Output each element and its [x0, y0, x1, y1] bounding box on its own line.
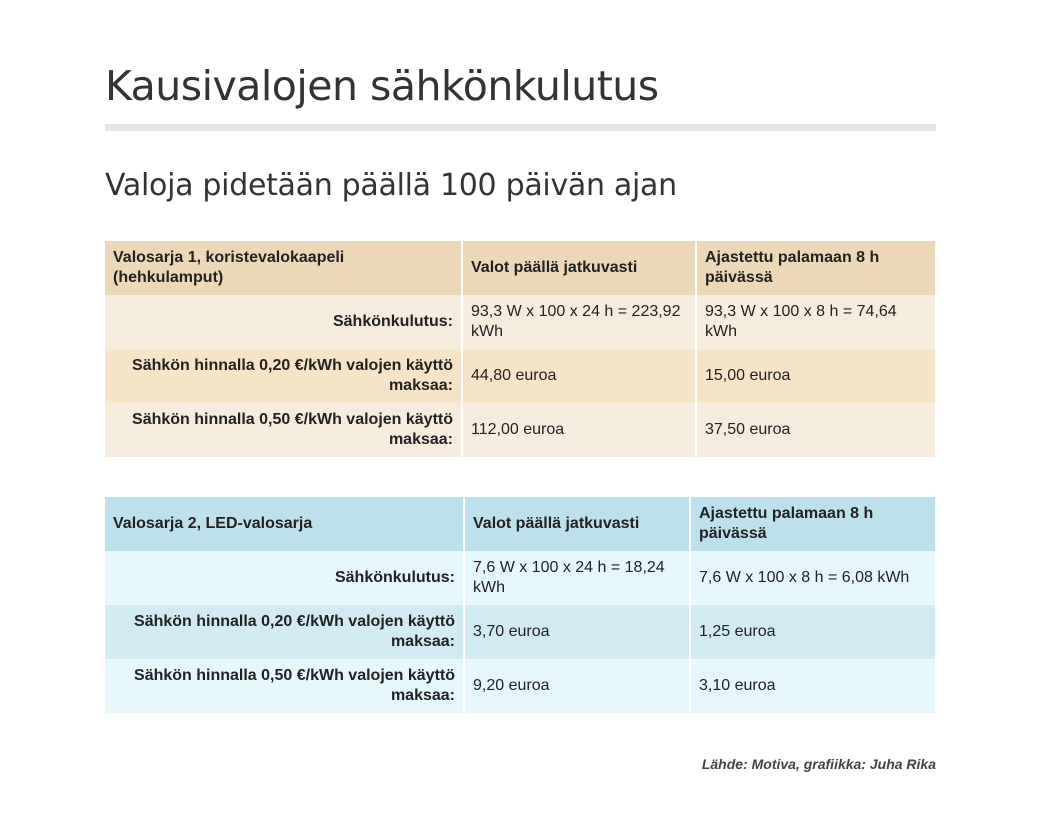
table-cell: 3,70 euroa — [464, 605, 690, 659]
table-row — [105, 349, 935, 403]
table-header-cell: Valosarja 1, koristevalokaapeli (hehkulamput) — [105, 241, 462, 295]
table-header-cell: Ajastettu palamaan 8 h päivässä — [690, 497, 935, 551]
table-cell: 7,6 W x 100 x 8 h = 6,08 kWh — [690, 551, 935, 605]
table-cell: 93,3 W x 100 x 8 h = 74,64 kWh — [696, 295, 935, 349]
row-label: Sähkön hinnalla 0,50 €/kWh valojen käyttö maksaa: — [105, 403, 462, 457]
table-header-cell: Valot päällä jatkuvasti — [462, 241, 696, 295]
table-row — [105, 551, 935, 605]
table-row — [105, 605, 935, 659]
table-cell: 3,10 euroa — [690, 659, 935, 713]
table-row — [105, 659, 935, 713]
table-cell: 37,50 euroa — [696, 403, 935, 457]
row-label: Sähkönkulutus: — [105, 295, 462, 349]
table-row — [105, 295, 935, 349]
table-cell: 93,3 W x 100 x 24 h = 223,92 kWh — [462, 295, 696, 349]
table-header-cell: Ajastettu palamaan 8 h päivässä — [696, 241, 935, 295]
table-header-cell: Valosarja 2, LED-valosarja — [105, 497, 464, 551]
row-label: Sähkönkulutus: — [105, 551, 464, 605]
incandescent-consumption-table — [105, 241, 935, 457]
table-cell: 7,6 W x 100 x 24 h = 18,24 kWh — [464, 551, 690, 605]
page-subtitle: Valoja pidetään päällä 100 päivän ajan — [105, 168, 677, 203]
source-credit: Lähde: Motiva, grafiikka: Juha Rika — [701, 756, 936, 772]
led-consumption-table — [105, 497, 935, 713]
table-cell: 112,00 euroa — [462, 403, 696, 457]
table-header-row — [105, 241, 935, 295]
table-cell: 15,00 euroa — [696, 349, 935, 403]
table-cell: 44,80 euroa — [462, 349, 696, 403]
table-header-cell: Valot päällä jatkuvasti — [464, 497, 690, 551]
row-label: Sähkön hinnalla 0,50 €/kWh valojen käyttö maksaa: — [105, 659, 464, 713]
title-divider — [105, 124, 936, 131]
page-title: Kausivalojen sähkönkulutus — [105, 62, 659, 110]
table-cell: 9,20 euroa — [464, 659, 690, 713]
table-row — [105, 403, 935, 457]
row-label: Sähkön hinnalla 0,20 €/kWh valojen käyttö maksaa: — [105, 605, 464, 659]
table-cell: 1,25 euroa — [690, 605, 935, 659]
row-label: Sähkön hinnalla 0,20 €/kWh valojen käyttö maksaa: — [105, 349, 462, 403]
table-header-row — [105, 497, 935, 551]
